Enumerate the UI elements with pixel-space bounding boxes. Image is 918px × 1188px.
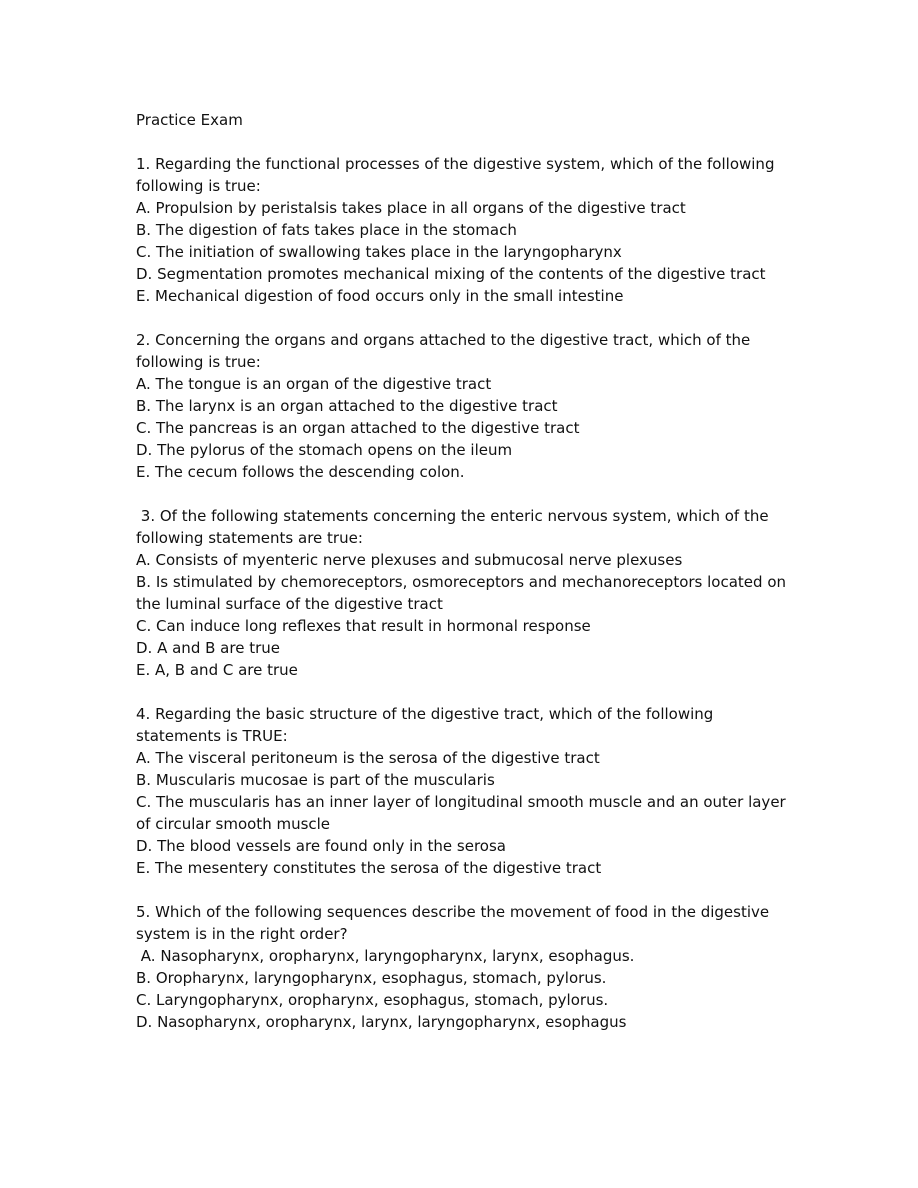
question-stem: 5. Which of the following sequences describe the movement of food in the digestive system is in the right order? <box>136 903 774 943</box>
question-3 <box>136 505 796 681</box>
document-title: Practice Exam <box>136 111 243 129</box>
question-stem: 4. Regarding the basic structure of the digestive tract, which of the following statements is TRUE: <box>136 705 719 745</box>
question-5 <box>136 901 796 1033</box>
document-page <box>136 109 796 1055</box>
answer-option: B. Is stimulated by chemoreceptors, osmoreceptors and mechanoreceptors located on the luminal surface of the digestive tract <box>136 573 791 613</box>
question-2 <box>136 329 796 483</box>
answer-option: C. Laryngopharynx, oropharynx, esophagus, stomach, pylorus. <box>136 991 609 1009</box>
answer-option: E. The mesentery constitutes the serosa of the digestive tract <box>136 859 602 877</box>
question-1 <box>136 153 796 307</box>
answer-option: A. Consists of myenteric nerve plexuses and submucosal nerve plexuses <box>136 551 683 569</box>
question-stem: 2. Concerning the organs and organs attached to the digestive tract, which of the following is true: <box>136 331 756 371</box>
answer-option: D. A and B are true <box>136 639 280 657</box>
question-4 <box>136 703 796 879</box>
answer-option: A. Nasopharynx, oropharynx, laryngopharynx, larynx, esophagus. <box>136 947 635 965</box>
answer-option: B. The larynx is an organ attached to the digestive tract <box>136 397 558 415</box>
answer-option: D. Nasopharynx, oropharynx, larynx, laryngopharynx, esophagus <box>136 1013 627 1031</box>
answer-option: B. The digestion of fats takes place in the stomach <box>136 221 517 239</box>
answer-option: E. A, B and C are true <box>136 661 298 679</box>
answer-option: B. Oropharynx, laryngopharynx, esophagus, stomach, pylorus. <box>136 969 607 987</box>
answer-option: C. Can induce long reflexes that result in hormonal response <box>136 617 591 635</box>
answer-option: D. The pylorus of the stomach opens on the ileum <box>136 441 513 459</box>
answer-option: E. The cecum follows the descending colon. <box>136 463 465 481</box>
answer-option: C. The muscularis has an inner layer of longitudinal smooth muscle and an outer layer of circular smooth muscle <box>136 793 791 833</box>
answer-option: C. The initiation of swallowing takes place in the laryngopharynx <box>136 243 622 261</box>
answer-option: C. The pancreas is an organ attached to the digestive tract <box>136 419 580 437</box>
answer-option: B. Muscularis mucosae is part of the muscularis <box>136 771 495 789</box>
answer-option: D. Segmentation promotes mechanical mixing of the contents of the digestive tract <box>136 265 766 283</box>
question-stem: 3. Of the following statements concerning the enteric nervous system, which of the following statements are true: <box>136 507 774 547</box>
answer-option: D. The blood vessels are found only in the serosa <box>136 837 506 855</box>
answer-option: A. The visceral peritoneum is the serosa of the digestive tract <box>136 749 600 767</box>
answer-option: A. The tongue is an organ of the digestive tract <box>136 375 492 393</box>
question-stem: 1. Regarding the functional processes of the digestive system, which of the following following is true: <box>136 155 780 195</box>
answer-option: A. Propulsion by peristalsis takes place in all organs of the digestive tract <box>136 199 686 217</box>
answer-option: E. Mechanical digestion of food occurs only in the small intestine <box>136 287 624 305</box>
